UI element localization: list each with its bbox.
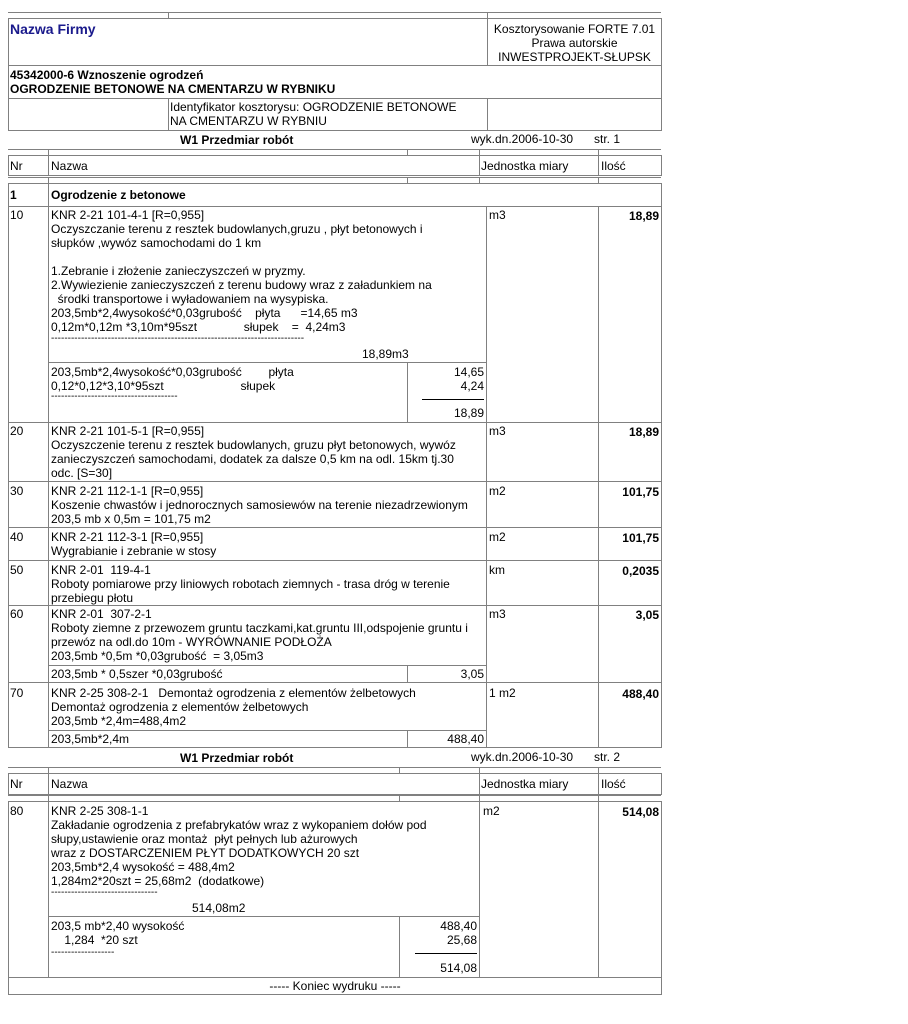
item-unit: m3 — [489, 607, 506, 621]
page2-number: str. 2 — [594, 750, 621, 764]
item-unit: 1 m2 — [489, 686, 516, 700]
calc-value: 14,65 — [453, 365, 484, 379]
item-line: 203,5mb *0,5m *0,03grubość = 3,05m3 — [51, 649, 264, 663]
item-line: ---------------------------------------------------------------------------- — [51, 333, 305, 344]
col-qty: Ilość — [601, 777, 626, 791]
calc-line: -------------------------------------- — [51, 391, 178, 402]
item-nr: 80 — [10, 804, 24, 818]
item-qty: 101,75 — [622, 485, 659, 499]
end-of-print: ----- Koniec wydruku ----- — [269, 979, 401, 993]
project-name: OGRODZENIE BETONOWE NA CMENTARZU W RYBNIKU — [10, 82, 336, 96]
item-line: Oczyszczanie terenu z resztek budowlanych,gruzu , płyt betonowych i — [51, 222, 423, 236]
item-qty: 18,89 — [628, 209, 659, 223]
page1-title: W1 Przedmiar robót — [180, 133, 294, 147]
item-line: wraz z DOSTARCZENIEM PŁYT DODATKOWYCH 20 szt — [51, 846, 360, 860]
item-line: Wygrabianie i zebranie w stosy — [51, 544, 217, 558]
section-name: Ogrodzenie z betonowe — [51, 188, 186, 202]
item-qty: 488,40 — [622, 687, 659, 701]
item-nr: 30 — [10, 484, 24, 498]
item-nr: 60 — [10, 607, 24, 621]
calc-line: 203,5mb * 0,5szer *0,03grubość — [51, 667, 223, 681]
item-unit: m2 — [483, 804, 500, 818]
section-nr: 1 — [10, 188, 17, 202]
page1-number: str. 1 — [594, 132, 621, 146]
item-line: KNR 2-21 112-1-1 [R=0,955] — [51, 484, 204, 498]
item-line: KNR 2-25 308-1-1 — [51, 804, 149, 818]
item-line: 0,12m*0,12m *3,10m*95szt słupek = 4,24m3 — [51, 320, 346, 334]
estimate-id-line1: Identyfikator kosztorysu: OGRODZENIE BETONOWE — [170, 100, 457, 114]
item-line: środki transportowe i wyładowaniem na wysypiska. — [51, 292, 329, 306]
page2-title: W1 Przedmiar robót — [180, 751, 294, 765]
col-nr: Nr — [10, 159, 23, 173]
item-line: odc. [S=30] — [51, 466, 113, 480]
item-line: Oczyszczenie terenu z resztek budowlanych, gruzu płyt betonowych, wywóz — [51, 438, 456, 452]
item-total-note: 18,89m3 — [362, 347, 409, 361]
item-unit: m2 — [489, 484, 506, 498]
item-line: 1.Zebranie i złożenie zanieczyszczeń w pryzmy. — [51, 264, 306, 278]
item-nr: 50 — [10, 563, 24, 577]
item-line: przewóz na odl.do 10m - WYRÓWNANIE PODŁOŻA — [51, 635, 332, 649]
calc-line: 0,12*0,12*3,10*95szt słupek — [51, 379, 276, 393]
calc-value: 25,68 — [446, 933, 477, 947]
project-code: 45342000-6 Wznoszenie ogrodzeń — [10, 68, 204, 82]
item-line: Roboty pomiarowe przy liniowych robotach ziemnych - trasa dróg w terenie — [51, 577, 450, 591]
item-line: Zakładanie ogrodzenia z prefabrykatów wraz z wykopaniem dołów pod — [51, 818, 427, 832]
calc-line: ------------------- — [51, 947, 115, 958]
copyright-label: Prawa autorskie — [531, 36, 618, 50]
col-name: Nazwa — [51, 159, 88, 173]
calc-line: 203,5mb*2,4wysokość*0,03grubość płyta — [51, 365, 294, 379]
item-line: KNR 2-21 101-5-1 [R=0,955] — [51, 424, 205, 438]
item-nr: 40 — [10, 530, 24, 544]
col-unit: Jednostka miary — [481, 159, 569, 173]
item-line: 203,5mb *2,4m=488,4m2 — [51, 714, 187, 728]
item-line: Demontaż ogrodzenia z elementów żelbetowych — [51, 700, 309, 714]
item-unit: m2 — [489, 530, 506, 544]
item-line: zanieczyszczeń samochodami, dodatek za dalsze 0,5 km na odl. 15km tj.30 — [51, 452, 454, 466]
page2-date: wyk.dn.2006-10-30 — [471, 750, 574, 764]
item-qty: 514,08 — [622, 805, 659, 819]
calc-value: 4,24 — [460, 379, 484, 393]
item-line: KNR 2-25 308-2-1 Demontaż ogrodzenia z elementów żelbetowych — [51, 686, 416, 700]
item-line: KNR 2-01 307-2-1 — [51, 607, 152, 621]
calc-line: 203,5 mb*2,40 wysokość — [51, 919, 185, 933]
software-name: Kosztorysowanie FORTE 7.01 — [493, 22, 656, 36]
item-qty: 18,89 — [628, 425, 659, 439]
calc-value: 488,40 — [447, 732, 484, 746]
estimate-id-line2: NA CMENTARZU W RYBNIU — [170, 114, 327, 128]
item-nr: 20 — [10, 424, 24, 438]
calc-value: 488,40 — [440, 919, 477, 933]
item-line: 203,5mb*2,4wysokość*0,03grubość płyta =14,65 m3 — [51, 306, 358, 320]
calc-line: 203,5mb*2,4m — [51, 732, 130, 746]
col-qty: Ilość — [601, 159, 626, 173]
item-nr: 70 — [10, 686, 24, 700]
item-line: KNR 2-01 119-4-1 — [51, 563, 151, 577]
item-qty: 101,75 — [622, 531, 659, 545]
calc-value: 514,08 — [440, 961, 477, 975]
software-vendor: INWESTPROJEKT-SŁUPSK — [498, 50, 651, 64]
item-line: Roboty ziemne z przewozem gruntu taczkami,kat.gruntu III,odspojenie gruntu i — [51, 621, 468, 635]
item-total-note: 514,08m2 — [192, 901, 246, 915]
item-line: -------------------------------- — [51, 887, 158, 898]
item-line: słupy,ustawienie oraz montaż płyt pełnych lub ażurowych — [51, 832, 358, 846]
item-unit: m3 — [489, 208, 506, 222]
item-line: słupków ,wywóz samochodami do 1 km — [51, 236, 262, 250]
page1-date: wyk.dn.2006-10-30 — [471, 132, 574, 146]
item-line: 1,284m2*20szt = 25,68m2 (dodatkowe) — [51, 874, 265, 888]
item-line: 2.Wywiezienie zanieczyszczeń z terenu budowy wraz z załadunkiem na — [51, 278, 432, 292]
calc-value: 3,05 — [460, 667, 484, 681]
item-unit: km — [489, 563, 505, 577]
item-qty: 3,05 — [635, 608, 659, 622]
item-line: KNR 2-21 101-4-1 [R=0,955] — [51, 208, 205, 222]
item-nr: 10 — [10, 208, 24, 222]
item-line: 203,5mb*2,4 wysokość = 488,4m2 — [51, 860, 235, 874]
item-line: 203,5 mb x 0,5m = 101,75 m2 — [51, 512, 211, 526]
col-unit: Jednostka miary — [481, 777, 569, 791]
col-name: Nazwa — [51, 777, 88, 791]
item-line: KNR 2-21 112-3-1 [R=0,955] — [51, 530, 204, 544]
header-top-rule — [8, 12, 661, 13]
item-qty: 0,2035 — [622, 564, 659, 578]
item-unit: m3 — [489, 424, 506, 438]
col-nr: Nr — [10, 777, 23, 791]
calc-value: 18,89 — [453, 406, 484, 420]
firm-name: Nazwa Firmy — [10, 21, 96, 37]
item-line: Koszenie chwastów i jednorocznych samosiewów na terenie niezadrzewionym — [51, 498, 468, 512]
item-line: przebiegu płotu — [51, 591, 134, 605]
calc-line: 1,284 *20 szt — [51, 933, 138, 947]
